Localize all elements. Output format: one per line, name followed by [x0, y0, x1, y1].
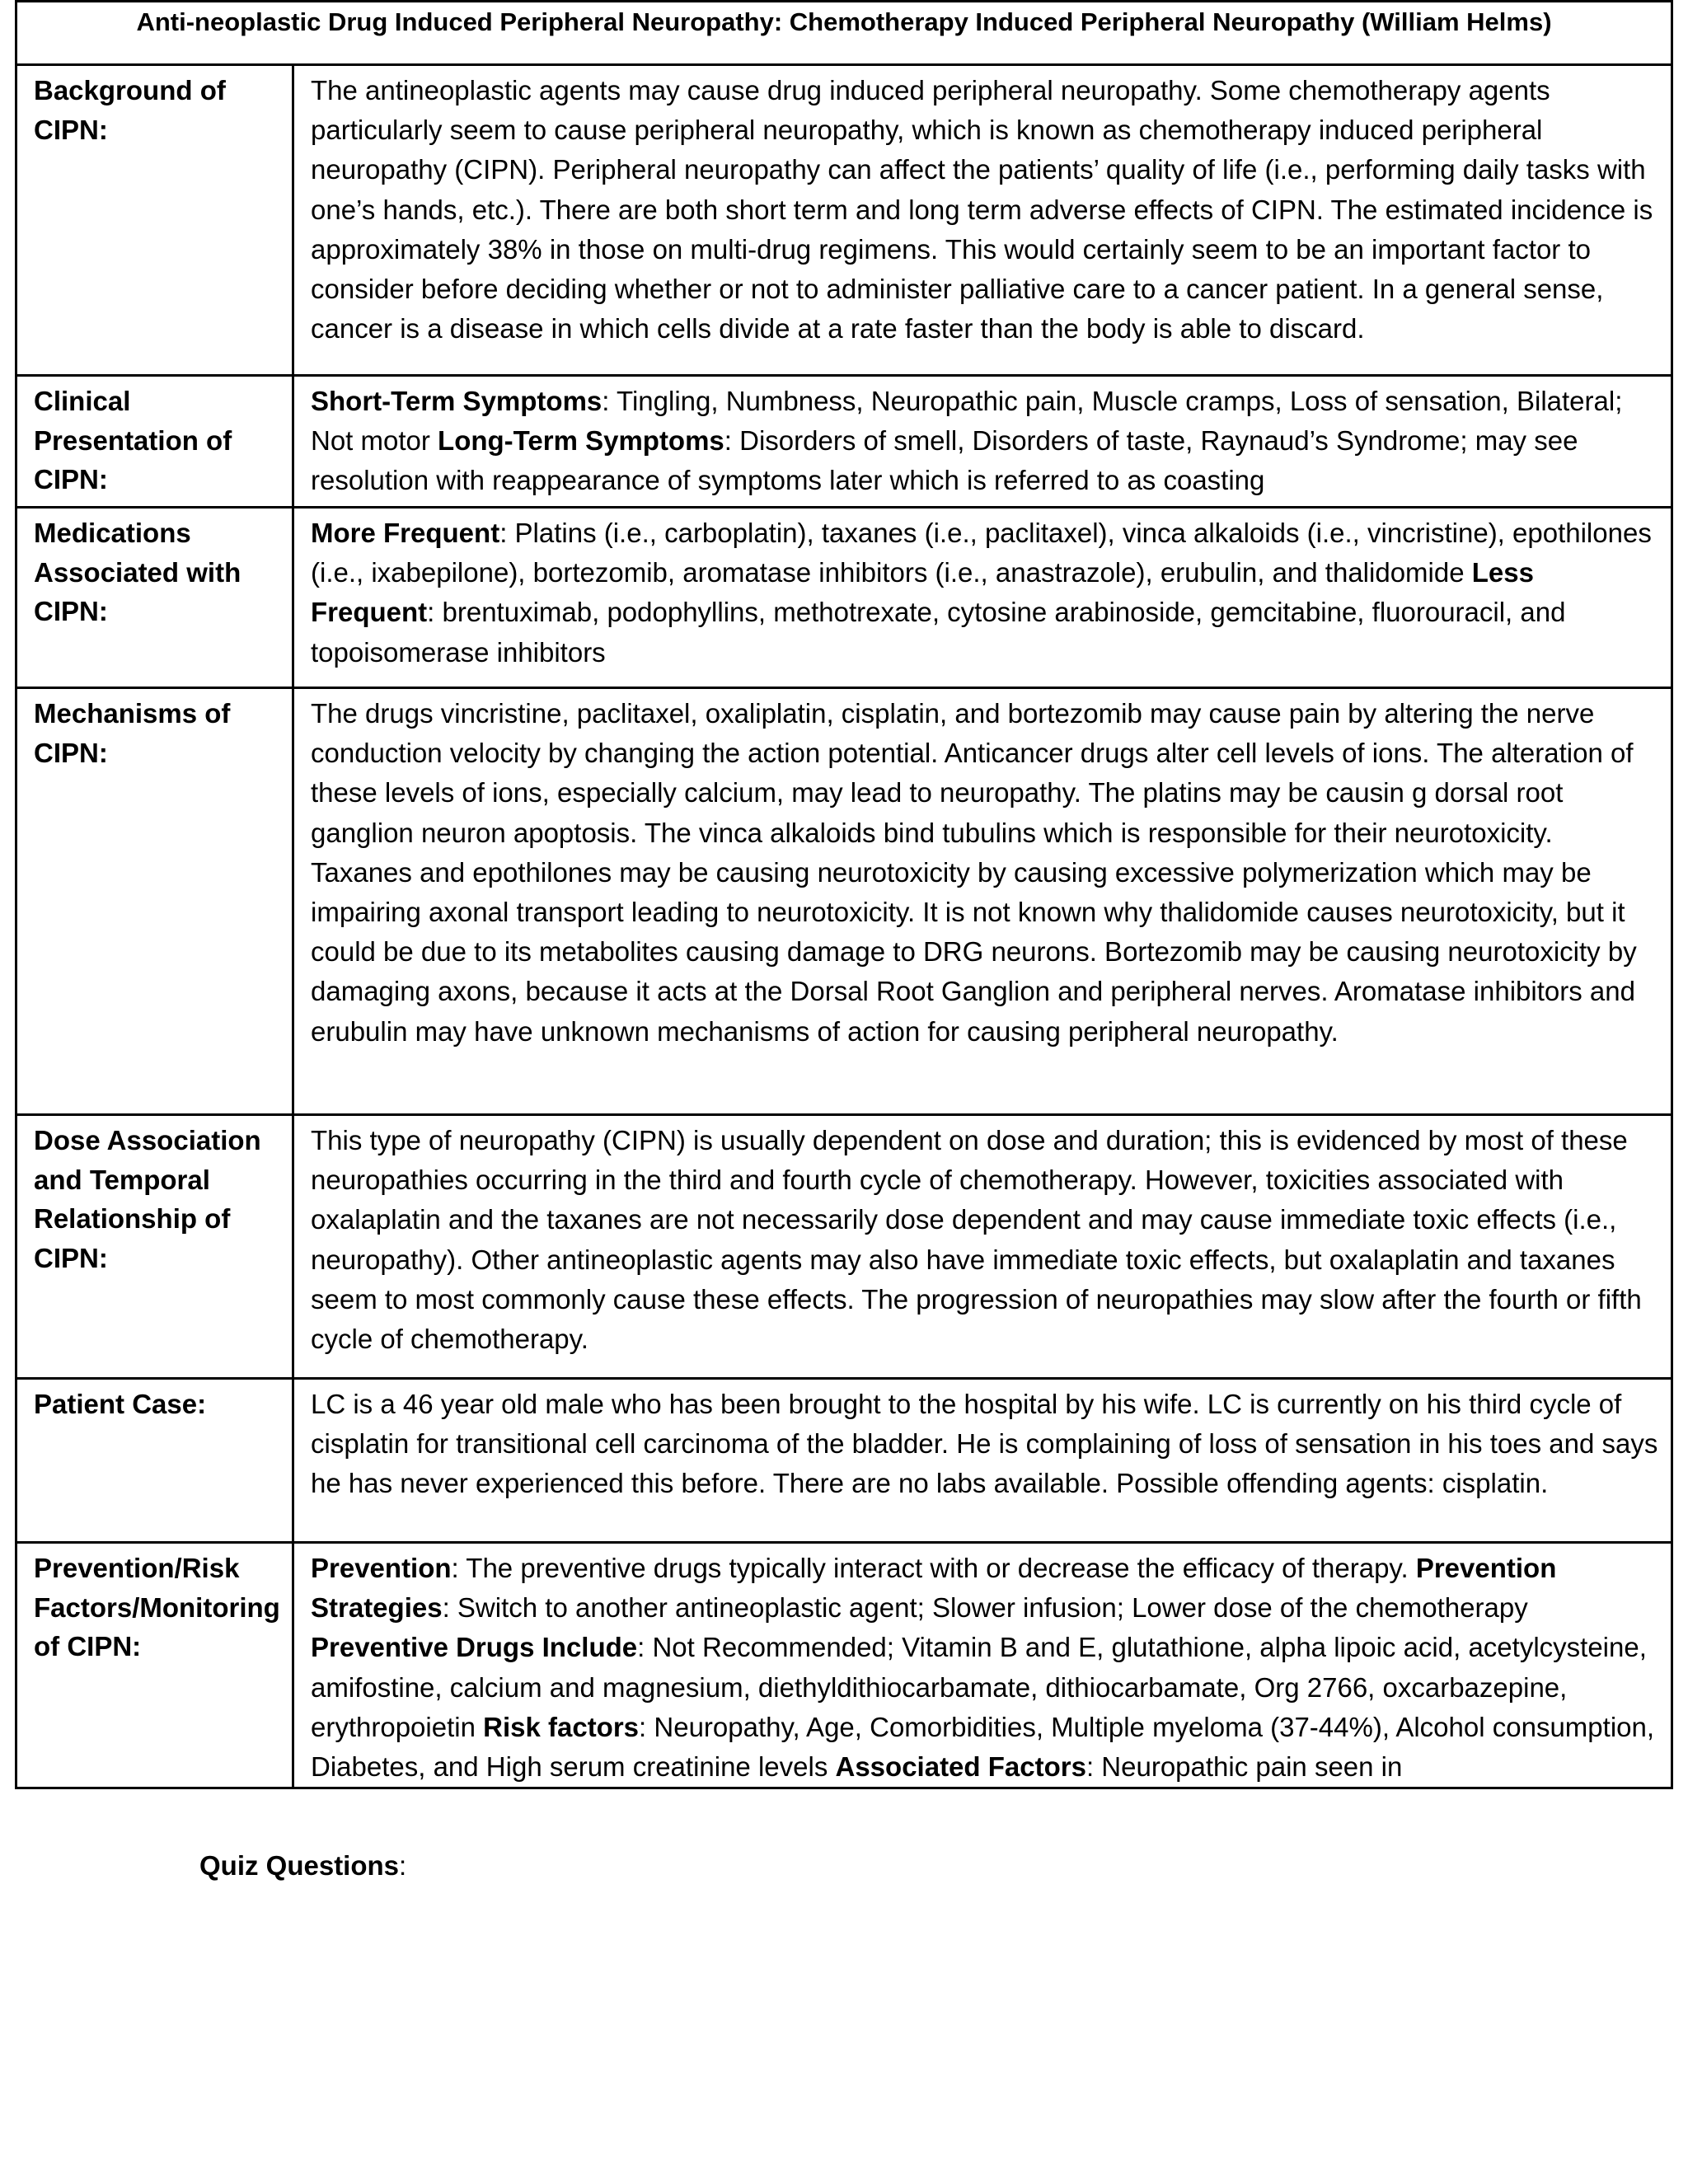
text-run: : brentuximab, podophyllins, methotrexate, cytosine arabinoside, gemcitabine, fluorouracil, and topoisomerase inhibitors — [311, 597, 1566, 668]
title-row — [16, 2, 1672, 65]
row-content-text — [294, 377, 1671, 501]
table-row — [16, 1379, 1672, 1543]
row-content-text — [294, 509, 1671, 673]
bold-heading: Short-Term Symptoms — [311, 386, 603, 416]
row-content-text — [294, 1116, 1671, 1359]
table-row — [16, 688, 1672, 1115]
row-label-text: Dose Association and Temporal Relationship of CIPN: — [34, 1125, 261, 1273]
table-row — [16, 1543, 1672, 1788]
row-label-text: Patient Case: — [34, 1389, 207, 1419]
quiz-questions-colon: : — [399, 1850, 407, 1881]
row-content-text — [294, 66, 1671, 349]
table-row — [16, 1115, 1672, 1379]
table-row — [16, 65, 1672, 376]
table-row — [16, 376, 1672, 508]
text-run: : The preventive drugs typically interact with or decrease the efficacy of therapy. — [451, 1553, 1416, 1583]
row-label-text: Clinical Presentation of CIPN: — [34, 386, 232, 494]
bold-heading: Less Frequent — [311, 557, 1534, 628]
text-run: The drugs vincristine, paclitaxel, oxaliplatin, cisplatin, and bortezomib may cause pain by altering the nerve conduction velocity by changing the action potential. Anticancer drugs alter cell levels of ions. The alteration of these levels of ions, especially calcium, may lead to neuropathy. The platins may be causin g dorsal root ganglion neuron apoptosis. The vinca alkaloids bind tubulins which is responsible for their neurotoxicity. Taxanes and epothilones may be causing neurotoxicity by causing excessive polymerization which may be impairing axonal transport leading to neurotoxicity. It is not known why thalidomide causes neurotoxicity, but it could be due to its metabolites causing damage to DRG neurons. Bortezomib may be causing neurotoxicity by damaging axons, because it acts at the Dorsal Root Ganglion and peripheral nerves. Aromatase inhibitors and erubulin may have unknown mechanisms of action for causing peripheral neuropathy. — [311, 698, 1637, 1047]
text-run: : Tingling, Numbness, Neuropathic pain, Muscle cramps, Loss of sensation, Bilateral; Not motor — [311, 386, 1623, 457]
text-run: : Neuropathic pain seen in — [1085, 1751, 1403, 1783]
text-run: : Not Recommended; Vitamin B and E, glutathione, alpha lipoic acid, acetylcysteine, amifostine, calcium and magnesium, diethyldithiocarbamate, dithiocarbamate, Org 2766, oxcarbazepine, erythropoietin — [311, 1632, 1647, 1742]
row-label — [16, 688, 293, 1115]
document-title: Anti-neoplastic Drug Induced Peripheral Neuropathy: Chemotherapy Induced Peripheral Neuropathy (William Helms) — [16, 2, 1672, 65]
row-label — [16, 65, 293, 376]
text-run: : Disorders of smell, Disorders of taste, Raynaud’s Syndrome; may see resolution with reappearance of symptoms later which is referred to as coasting — [311, 425, 1578, 496]
row-content — [293, 1543, 1672, 1788]
bold-heading: Prevention Strategies — [311, 1553, 1557, 1624]
row-label-text: Mechanisms of CIPN: — [34, 698, 231, 768]
row-content-text — [294, 689, 1671, 1052]
bold-heading: More Frequent — [311, 518, 500, 548]
row-label — [16, 376, 293, 508]
text-run: : Platins (i.e., carboplatin), taxanes (i.e., paclitaxel), vinca alkaloids (i.e., vincristine), epothilones (i.e., ixabepilone), bortezomib, aromatase inhibitors (i.e., anastrazole), erubulin, and thalidomide — [311, 518, 1652, 588]
bold-heading: Risk factors — [483, 1711, 640, 1742]
bold-heading: Long-Term Symptoms — [438, 425, 724, 457]
row-content — [293, 376, 1672, 508]
row-label-text: Background of CIPN: — [34, 75, 226, 145]
row-content — [293, 508, 1672, 688]
quiz-questions-label: Quiz Questions — [199, 1850, 400, 1881]
text-run: : Neuropathy, Age, Comorbidities, Multiple myeloma (37-44%), Alcohol consumption, Diabetes, and High serum creatinine levels — [311, 1711, 1655, 1783]
row-label-text: Medications Associated with CIPN: — [34, 518, 241, 626]
row-content-text — [294, 1380, 1671, 1504]
row-content — [293, 1379, 1672, 1543]
text-run: : Switch to another antineoplastic agent; Slower infusion; Lower dose of the chemotherapy — [442, 1592, 1528, 1624]
bold-heading: Prevention — [311, 1553, 452, 1583]
row-content — [293, 65, 1672, 376]
row-content — [293, 688, 1672, 1115]
table-row — [16, 508, 1672, 688]
row-label-text: Prevention/Risk Factors/Monitoring of CIPN: — [34, 1553, 280, 1661]
bold-heading: Preventive Drugs Include — [311, 1632, 638, 1663]
row-label — [16, 508, 293, 688]
row-label — [16, 1115, 293, 1379]
row-content-text — [294, 1544, 1671, 1787]
content-table — [15, 0, 1673, 1789]
quiz-questions-heading — [199, 1846, 406, 1886]
row-label — [16, 1379, 293, 1543]
text-run: This type of neuropathy (CIPN) is usually dependent on dose and duration; this is evidenced by most of these neuropathies occurring in the third and fourth cycle of chemotherapy. However, toxicities associated with oxalaplatin and the taxanes are not necessarily dose dependent and may cause immediate toxic effects (i.e., neuropathy). Other antineoplastic agents may also have immediate toxic effects, but oxalaplatin and taxanes seem to most commonly cause these effects. The progression of neuropathies may slow after the fourth or fifth cycle of chemotherapy. — [311, 1125, 1642, 1355]
bold-heading: Associated Factors — [835, 1751, 1086, 1783]
text-run: LC is a 46 year old male who has been brought to the hospital by his wife. LC is currently on his third cycle of cisplatin for transitional cell carcinoma of the bladder. He is complaining of loss of sensation in his toes and says he has never experienced this before. There are no labs available. Possible offending agents: cisplatin. — [311, 1389, 1658, 1499]
row-content — [293, 1115, 1672, 1379]
row-label — [16, 1543, 293, 1788]
text-run: The antineoplastic agents may cause drug induced peripheral neuropathy. Some chemotherapy agents particularly seem to cause peripheral neuropathy, which is known as chemotherapy induced peripheral neuropathy (CIPN). Peripheral neuropathy can affect the patients’ quality of life (i.e., performing daily tasks with one’s hands, etc.). There are both short term and long term adverse effects of CIPN. The estimated incidence is approximately 38% in those on multi-drug regimens. This would certainly seem to be an important factor to consider before deciding whether or not to administer palliative care to a cancer patient. In a general sense, cancer is a disease in which cells divide at a rate faster than the body is able to discard. — [311, 75, 1653, 344]
